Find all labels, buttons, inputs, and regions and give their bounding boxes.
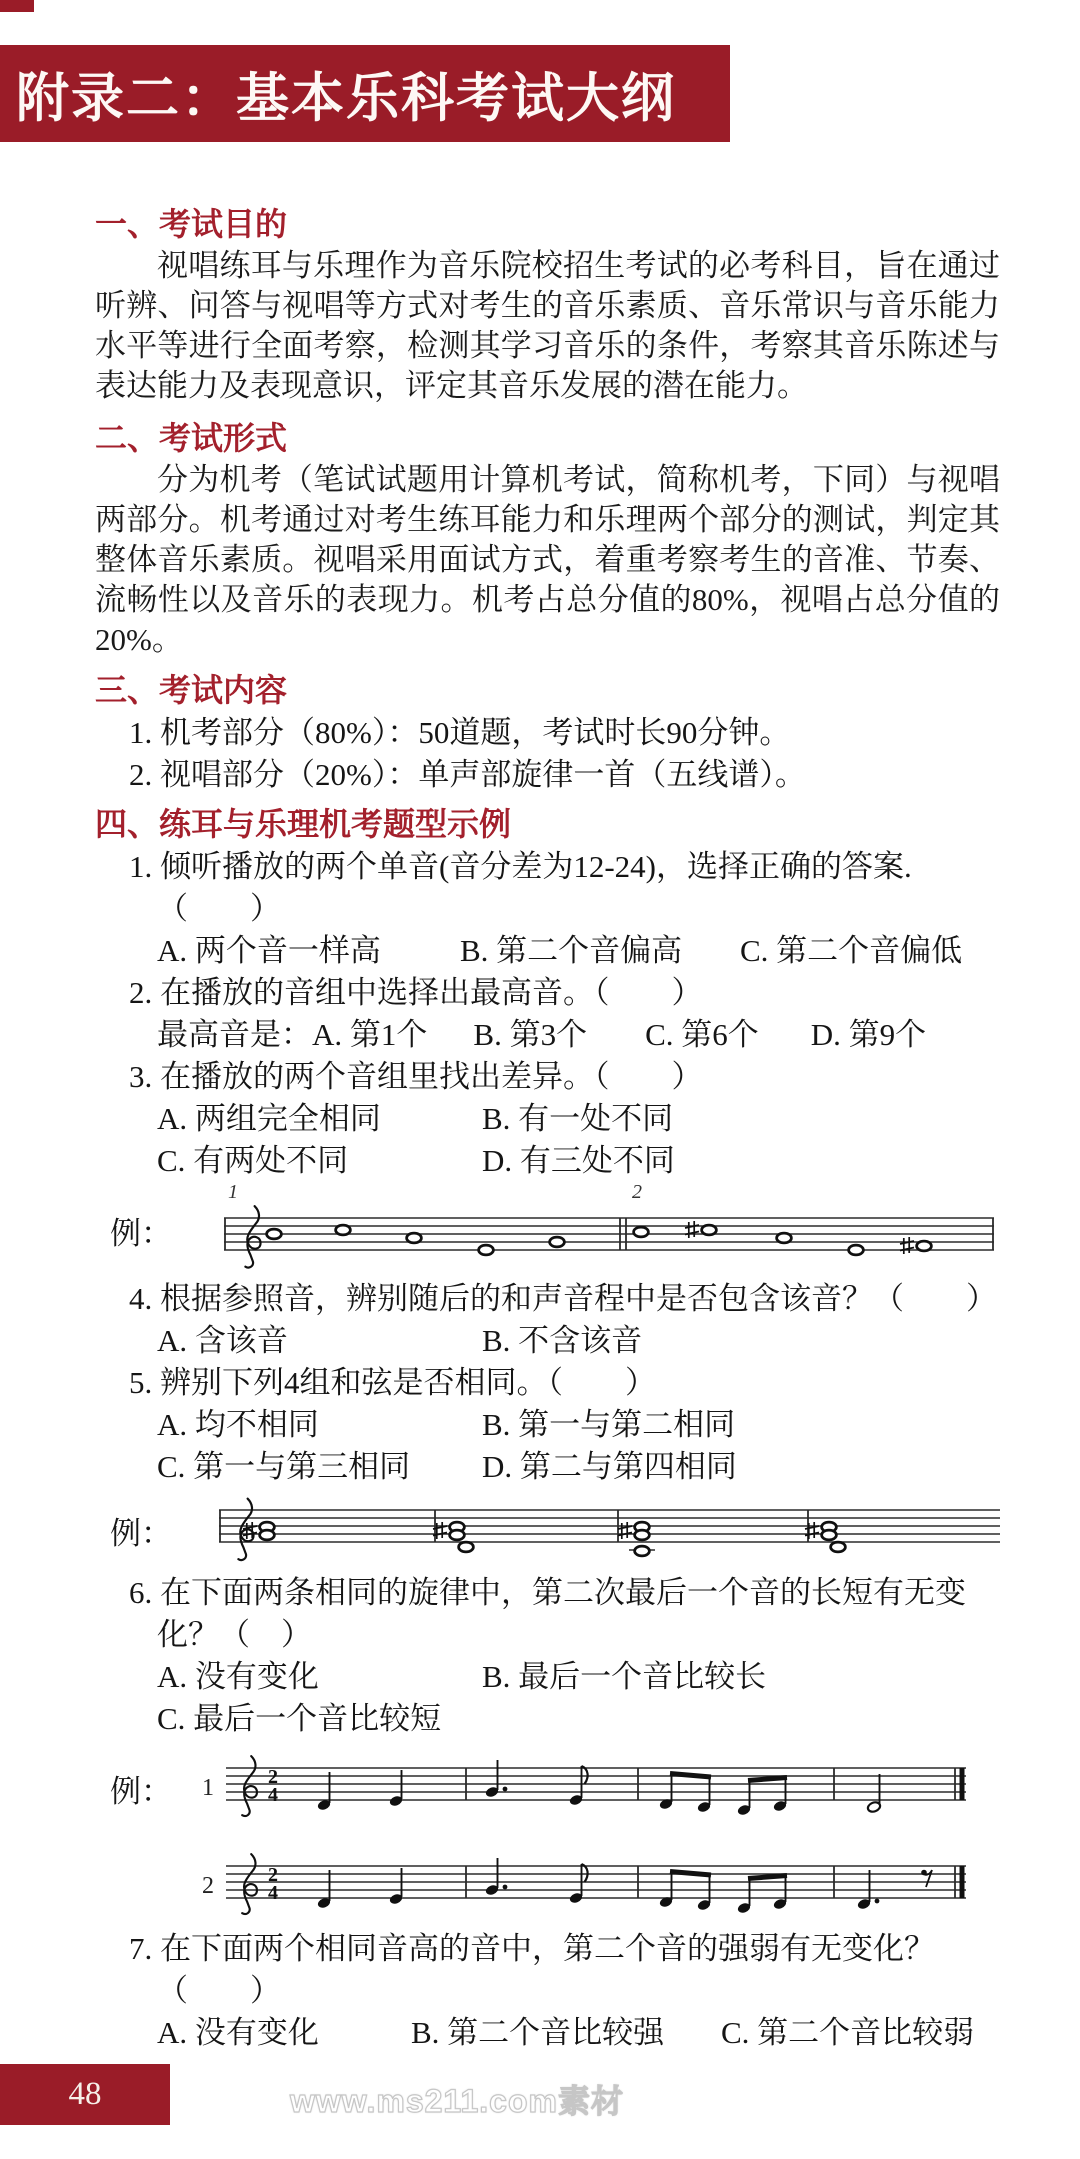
staff-melody-1: [224, 1746, 969, 1830]
option-b: B. 第3个: [473, 1017, 588, 1052]
option-a: A. 含该音: [157, 1323, 288, 1358]
option-b: B. 有一处不同: [482, 1101, 674, 1136]
section-heading-examples: 四、练耳与乐理机考题型示例: [95, 806, 512, 842]
section-heading-content: 三、考试内容: [95, 672, 288, 708]
option-b: B. 不含该音: [482, 1323, 643, 1358]
example-label: 例：: [110, 1215, 172, 1251]
question-4-options: [95, 1320, 1000, 1362]
section-heading-format: 二、考试形式: [95, 420, 288, 456]
page-title: 附录二：基本乐科考试大纲: [16, 69, 676, 128]
question-3-options-row1: [95, 1098, 1000, 1140]
staff-melody-2: [224, 1844, 969, 1928]
question-6-options-row2: [95, 1698, 1000, 1740]
paragraph-purpose: 视唱练耳与乐理作为音乐院校招生考试的必考科目，旨在通过听辨、问答与视唱等方式对考生的音乐素质、音乐常识与音乐能力水平等进行全面考察，检测其学习音乐的条件，考察其音乐陈述与表达能力及表现意识，评定其音乐发展的潜在能力。: [95, 248, 1000, 403]
example-3-line-2: [110, 1844, 1000, 1928]
example-1: [110, 1182, 1000, 1278]
option-d: D. 第9个: [810, 1017, 927, 1052]
chord-3: [618, 1522, 655, 1556]
question-1-answer-blank: （ ）: [157, 891, 281, 926]
chord-1: [243, 1522, 274, 1540]
corner-accent: [0, 0, 34, 12]
sharp-icon: [900, 1237, 914, 1254]
melody-line-1-number: 1: [202, 1774, 214, 1801]
option-b: B. 第二个音比较强: [411, 2015, 665, 2050]
group-1-mark: 1: [228, 1182, 238, 1203]
option-a: A. 没有变化: [157, 1659, 319, 1694]
question-5-stem: 5. 辨别下列4组和弦是否相同。（ ）: [129, 1365, 656, 1400]
page-number-box: [0, 2064, 170, 2125]
option-a: A. 两个音一样高: [157, 933, 381, 968]
content-item-1: 1. 机考部分（80%）：50道题，考试时长90分钟。: [129, 715, 791, 750]
option-b: B. 第二个音偏高: [460, 933, 683, 968]
option-c: C. 有两处不同: [157, 1143, 349, 1178]
option-a: A. 均不相同: [157, 1407, 319, 1442]
staff-lines: [226, 1768, 966, 1800]
option-a: A. 第1个: [312, 1017, 428, 1052]
content-item-2: 2. 视唱部分（20%）：单声部旋律一首（五线谱）。: [129, 757, 806, 792]
paragraph-format: 分为机考（笔试试题用计算机考试，简称机考，下同）与视唱两部分。机考通过对考生练耳能力和乐理两个部分的测试，判定其整体音乐素质。视唱采用面试方式，着重考察考生的音准、节奏、流畅性以及音乐的表现力。机考占总分值的80%，视唱占总分值的20%。: [95, 462, 1000, 657]
question-7-answer-blank: （ ）: [157, 1973, 281, 2008]
option-c: C. 第一与第三相同: [157, 1449, 411, 1484]
option-b: B. 最后一个音比较长: [482, 1659, 767, 1694]
option-d: D. 第二与第四相同: [482, 1449, 737, 1484]
document-body: [0, 202, 1080, 2054]
group-2-mark: 2: [632, 1182, 642, 1203]
treble-clef-icon: [242, 1854, 257, 1914]
option-a: A. 没有变化: [157, 2015, 319, 2050]
eighth-rest-icon: [921, 1870, 932, 1887]
option-c: C. 第二个音比较弱: [721, 2015, 975, 2050]
treble-clef-icon: [245, 1206, 260, 1267]
question-5-options-row1: [95, 1404, 1000, 1446]
watermark: www.ms211.com素材: [290, 2083, 624, 2119]
time-signature-top: 2: [268, 1766, 278, 1788]
question-1-options: [95, 930, 1000, 972]
page-number: 48: [68, 2076, 102, 2112]
example-2: [110, 1488, 1000, 1572]
option-d: D. 有三处不同: [482, 1143, 675, 1178]
section-heading-purpose: 一、考试目的: [95, 206, 288, 242]
example-3-line-1: [110, 1746, 1000, 1830]
question-7-options: [95, 2012, 1000, 2054]
time-signature-top: 2: [268, 1864, 278, 1886]
question-3-stem: 3. 在播放的两个音组里找出差异。（ ）: [129, 1059, 703, 1094]
question-7-stem: 7. 在下面两个相同音高的音中，第二个音的强弱有无变化？: [129, 1931, 935, 1966]
question-4-stem: 4. 根据参照音，辨别随后的和声音程中是否包含该音？（ ）: [129, 1281, 997, 1316]
staff-pitch-groups: [222, 1182, 997, 1278]
staff-lines: [226, 1866, 966, 1898]
question-3-options-row2: [95, 1140, 1000, 1182]
time-signature-bottom: 4: [268, 1882, 278, 1904]
question-6-options-row1: [95, 1656, 1000, 1698]
example-label: 例：: [110, 1773, 172, 1809]
title-banner: [0, 45, 730, 142]
option-c: C. 最后一个音比较短: [157, 1701, 442, 1736]
question-6-stem: 6. 在下面两条相同的旋律中，第二次最后一个音的长短有无变化？（ ）: [129, 1575, 966, 1652]
question-2-options: [95, 1014, 1000, 1056]
option-prefix: 最高音是：: [157, 1017, 312, 1052]
staff-chords: [217, 1488, 1000, 1572]
question-1-stem: 1. 倾听播放的两个单音(音分差为12-24)，选择正确的答案.: [129, 849, 912, 884]
question-2-stem: 2. 在播放的音组中选择出最高音。（ ）: [129, 975, 703, 1010]
staff-lines: [219, 1510, 1000, 1542]
question-5-options-row2: [95, 1446, 1000, 1488]
melody-line-2-number: 2: [202, 1872, 214, 1899]
treble-clef-icon: [242, 1756, 257, 1816]
time-signature-bottom: 4: [268, 1784, 278, 1806]
example-label: 例：: [110, 1515, 172, 1551]
sharp-icon: [685, 1221, 699, 1238]
option-a: A. 两组完全相同: [157, 1101, 381, 1136]
option-c: C. 第6个: [645, 1017, 759, 1052]
option-c: C. 第二个音偏低: [740, 933, 963, 968]
option-b: B. 第一与第二相同: [482, 1407, 736, 1442]
